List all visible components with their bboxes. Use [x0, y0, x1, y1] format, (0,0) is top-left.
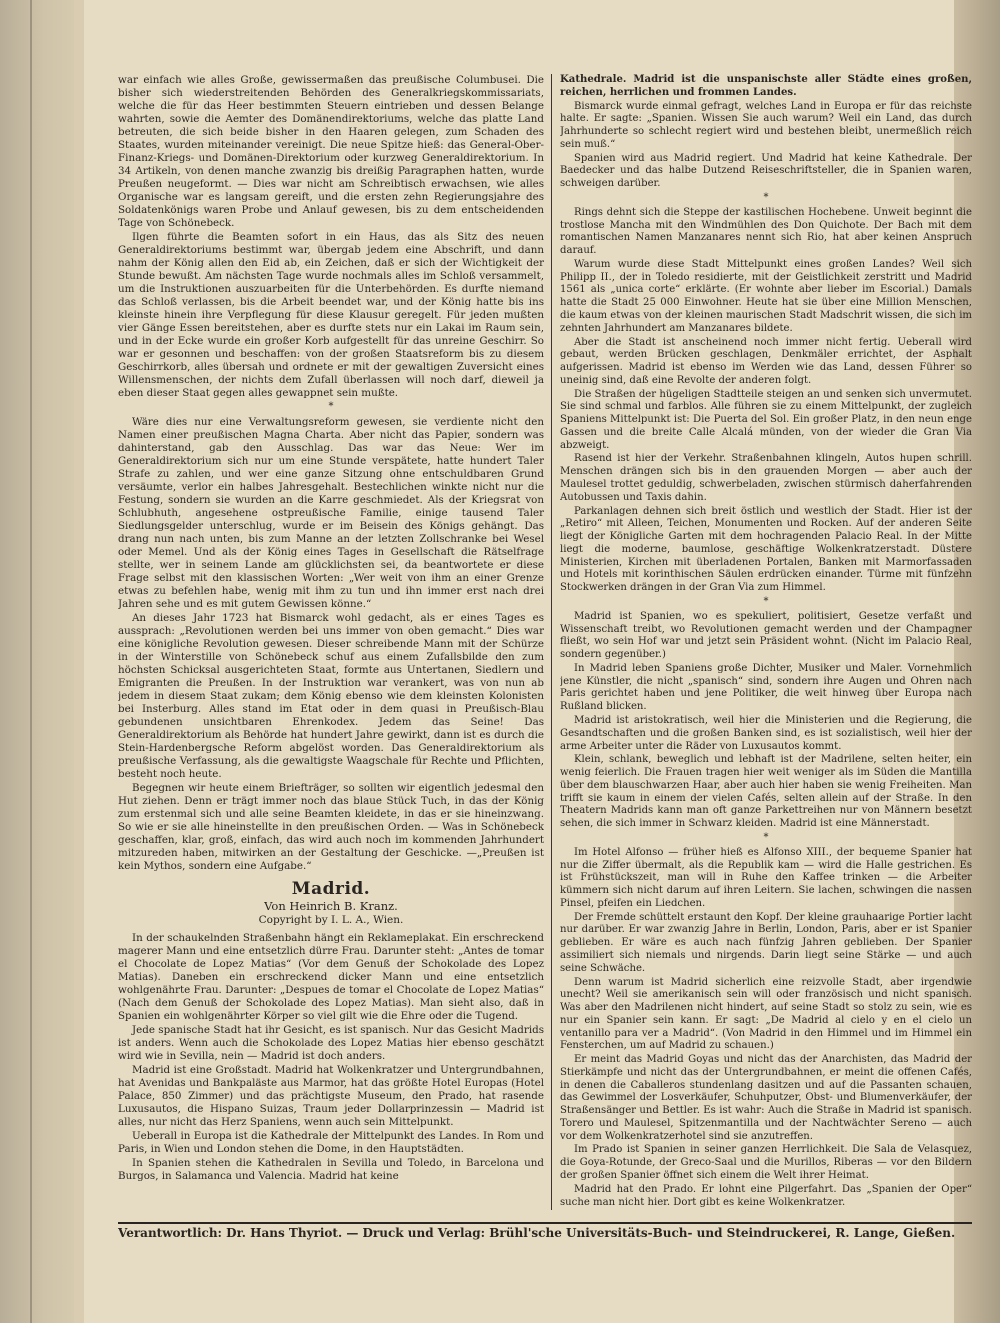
right-paragraph-19: Madrid hat den Prado. Er lohnt eine Pilgerfahrt. Das „Spanien der Oper“ suche man nicht hier. Dort gibt es keine Wolkenkratzer.	[560, 1183, 972, 1208]
left-paragraph-1: war einfach wie alles Große, gewissermaßen das preußische Columbusei. Die bisher sich wiederstreitenden Behörden des Generalkriegskommissariats, welche die für das Heer bestimmten Steuern eintrieben und dessen Belange wahrten, sowie die Aemter des Domänendirektoriums, welche das platte Land betreuten, die sich beide bisher in den Haaren gelegen, zum Schaden des Staates, wurden miteinander vereinigt. Die neue Spitze hieß: das General-Ober-Finanz-Kriegs- und Domänen-Direktorium oder kurzweg Generaldirektorium. In 34 Artikeln, von denen manche zwanzig bis dreißig Paragraphen hatten, wurde Preußen neugeformt. — Dies war nicht am Schreibtisch erwachsen, wie alles Organische war es langsam gereift, und die ersten zehn Regierungsjahre des Soldatenkönigs waren Probe und Anlauf gewesen, bis zu dem entscheidenden Tage von Schönebeck.	[118, 74, 544, 229]
right-column	[560, 74, 972, 1224]
right-paragraph-12: Madrid ist aristokratisch, weil hier die Ministerien und die Regierung, die Gesandtschaften und die großen Banken sind, es ist sozialistisch, weil hier der arme Arbeiter unter die Räder von Luxusautos kommt.	[560, 714, 972, 752]
left-paragraph-10: In Spanien stehen die Kathedralen in Sevilla und Toledo, in Barcelona und Burgos, in Salamanca und Valencia. Madrid hat keine	[118, 1157, 544, 1182]
left-paragraph-3: Wäre dies nur eine Verwaltungsreform gewesen, sie verdiente nicht den Namen einer preußischen Magna Charta. Aber nicht das Papier, sondern was dahinterstand, gab den Ausschlag. Das war das Neue: Wer im Generaldirektorium sich nur um eine Stunde verspätete, hatte hundert Taler Strafe zu zahlen, und wer eine ganze Sitzung ohne entschuldbaren Grund versäumte, verlor ein halbes Jahresgehalt. Bestechlichen winkte nicht nur die Festung, sondern sie wurden an die Karre geschmiedet. Als der Kriegsrat von Schlubhuth, angesehene ostpreußische Familie, einige tausend Taler Siedlungsgelder unterschlug, wurde er im Beisein des Königs gehängt. Das drang nun nach unten, bis zum Manne an der letzten Zollschranke bei Wesel oder Memel. Und als der König eines Tages in Gesellschaft die Rätselfrage stellte, wer in seinem Lande am glücklichsten sei, da beantwortete er diese Frage selbst mit den klassischen Worten: „Wer weit von ihm an einer Grenze etwas zu befehlen habe, wenig mit ihm zu tun und ihn immer erst nach drei Jahren sehe und es mit gutem Gewissen könne.“	[118, 416, 544, 610]
left-paragraph-5: Begegnen wir heute einem Briefträger, so sollten wir eigentlich jedesmal den Hut ziehen. Denn er trägt immer noch das blaue Stück Tuch, in das der König zum erstenmal sich und alle seine Beamten kleidete, in das er sie hineinzwang. So wie er sie alle hineinstellte in den preußischen Orden. — Was in Schönebeck geschaffen, klar, groß, einfach, das wird auch noch im kommenden Jahrhundert mitzureden haben, mitwirken an der Gestaltung der Geschicke. —„Preußen ist kein Mythos, sondern eine Aufgabe.“	[118, 782, 544, 872]
left-paragraph-8: Madrid ist eine Großstadt. Madrid hat Wolkenkratzer und Untergrundbahnen, hat Avenidas und Bankpaläste aus Marmor, hat das größte Hotel Europas (Hotel Palace, 850 Zimmer) und das prächtigste Museum, den Prado, hat rasende Luxusautos, die Hispano Suizas, Traum jeder Dollarprinzessin — Madrid ist alles, nur nicht das Herz Spaniens, wenn auch sein Mittelpunkt.	[118, 1064, 544, 1128]
imprint-footer: Verantwortlich: Dr. Hans Thyriot. — Druck und Verlag: Brühl'sche Universitäts-Buch- und Steindruckerei, R. Lange, Gießen.	[118, 1226, 956, 1240]
footer-rule	[118, 1222, 972, 1224]
book-binding	[0, 0, 74, 1323]
right-paragraph-7: Die Straßen der hügeligen Stadtteile steigen an und senken sich unvermutet. Sie sind schmal und farblos. Alle führen sie zu einem Mittelpunkt, der zugleich Spaniens Mittelpunkt ist: Die Puerta del Sol. Ein großer Platz, in den neun enge Gassen und die breite Calle Alcalá münden, von der wieder die Gran Via abzweigt.	[560, 388, 972, 451]
section-separator: *	[328, 401, 334, 412]
right-paragraph-17: Er meint das Madrid Goyas und nicht das der Anarchisten, das Madrid der Stierkämpfe und nicht das der Untergrundbahnen, er meint die offenen Cafés, in denen die Caballeros stundenlang dasitzen und auf die Passanten schauen, das Gewimmel der Losverkäufer, Schuhputzer, Obst- und Blumenverkäufer, der Straßensänger und Bettler. Es ist wahr: Auch die Straße in Madrid ist spanisch. Torero und Maulesel, Spitzenmantilla und der Nachtwächter Sereno — auch vor dem Wolkenkratzerhotel sind sie anzutreffen.	[560, 1054, 972, 1142]
right-paragraph-2: Bismarck wurde einmal gefragt, welches Land in Europa er für das reichste halte. Er sagte: „Spanien. Wissen Sie auch warum? Weil ein Land, das durch Jahrhunderte so schlecht regiert wird und bestehen bleibt, unermeßlich reich sein muß.“	[560, 100, 972, 150]
binding-fold-line	[30, 0, 32, 1323]
right-paragraph-1: Kathedrale. Madrid ist die unspanischste aller Städte eines großen, reichen, herrlichen und frommen Landes.	[560, 74, 972, 98]
right-paragraph-9: Parkanlagen dehnen sich breit östlich und westlich der Stadt. Hier ist der „Retiro“ mit Alleen, Teichen, Monumenten und Rocken. Auf der anderen Seite liegt der Königliche Garten mit dem hochragenden Palacio Real. In der Mitte liegt die moderne, baumlose, geschäftige Wolkenkratzerstadt. Düstere Ministerien, Kirchen mit überladenen Portalen, Banken mit Marmorfassaden und Hotels mit korinthischen Säulen erdrücken einander. Türme mit fünfzehn Stockwerken drängen in der Gran Via zum Himmel.	[560, 505, 972, 594]
left-column	[118, 74, 544, 1219]
right-paragraph-11: In Madrid leben Spaniens große Dichter, Musiker und Maler. Vornehmlich jene Künstler, die nicht „spanisch“ sind, sondern ihre Augen und Ohren nach Paris gerichtet haben und jene Politiker, die weit hinweg über Europa nach Rußland blicken.	[560, 662, 972, 713]
column-divider	[551, 74, 552, 1210]
right-paragraph-4: Rings dehnt sich die Steppe der kastilischen Hochebene. Unweit beginnt die trostlose Mancha mit den Windmühlen des Don Quichote. Der Bach mit dem romantischen Namen Manzanares nennt sich Rio, hat aber keinen Anspruch darauf.	[560, 206, 972, 257]
right-paragraph-10: Madrid ist Spanien, wo es spekuliert, politisiert, Gesetze verfaßt und Wissenschaft treibt, wo Revolutionen gemacht werden und der Champagner fließt, wo sein Hof war und jetzt sein Präsident wohnt. (Nicht im Palacio Real, sondern gegenüber.)	[560, 610, 972, 661]
left-paragraph-9: Ueberall in Europa ist die Kathedrale der Mittelpunkt des Landes. In Rom und Paris, in Wien und London stehen die Dome, in den Hauptstädten.	[118, 1130, 544, 1155]
right-paragraph-3: Spanien wird aus Madrid regiert. Und Madrid hat keine Kathedrale. Der Baedecker und das halbe Dutzend Reiseschriftsteller, die in Spanien waren, schweigen darüber.	[560, 152, 972, 190]
section-separator: *	[763, 595, 769, 607]
article-copyright: Copyright by I. L. A., Wien.	[258, 914, 404, 926]
right-paragraph-6: Aber die Stadt ist anscheinend noch immer nicht fertig. Ueberall wird gebaut, werden Brücken geschlagen, Denkmäler errichtet, der Asphalt aufgerissen. Madrid ist ebenso im Werden wie das Land, dessen Führer so uneinig sind, daß eine Revolte der anderen folgt.	[560, 336, 972, 386]
right-paragraph-13: Klein, schlank, beweglich und lebhaft ist der Madrilene, selten heiter, ein wenig feierlich. Die Frauen tragen hier weit weniger als im Süden die Mantilla über dem blauschwarzen Haar, aber auch hier haben sie wenig Freiheiten. Man trifft sie kaum in einem der vielen Cafés, selten allein auf der Straße. In den Theatern Madrids kann man oft ganze Parkettreihen nur von Männern besetzt sehen, die sich immer in Schwarz kleiden. Madrid ist eine Männerstadt.	[560, 754, 972, 830]
left-paragraph-4: An dieses Jahr 1723 hat Bismarck wohl gedacht, als er eines Tages es aussprach: „Revolutionen werden bei uns immer von oben gemacht.“ Dies war eine königliche Revolution gewesen. Dieser schreibende Mann mit der Schürze in der Winterstille von Schönebeck schuf aus einem Zufallsbilde den zum höchsten Schicksal ausgerichteten Staat, formte aus Untertanen, Siedlern und Emigranten die Preußen. In der Instruktion war verankert, was von nun ab jedem in diesem Staat zukam; dem König ebenso wie dem kleinsten Kolonisten bei Insterburg. Alles stand im Etat oder in dem quasi in Preußisch-Blau gebundenen unsichtbaren Ehrenkodex. Jedem das Seine! Das Generaldirektorium als Behörde hat hundert Jahre gewirkt, dann ist es durch die Stein-Hardenbergsche Reform abgelöst worden. Das Generaldirektorium als preußische Verfassung, als die gewaltigste Waagschale für Rechte und Pflichten, besteht noch heute.	[118, 612, 544, 780]
left-paragraph-6: In der schaukelnden Straßenbahn hängt ein Reklameplakat. Ein erschreckend magerer Mann und eine entsetzlich dürre Frau. Darunter steht: „Antes de tomar el Chocolate de Lopez Matias“ (Vor dem Genuß der Schokolade des Lopez Matias). Daneben ein erschreckend dicker Mann und eine entsetzlich wohlgenährte Frau. Darunter: „Despues de tomar el Chocolate de Lopez Matias“ (Nach dem Genuß der Schokolade des Lopez Matias). Man sieht also, daß in Spanien ein wohlgenährter Körper so viel gilt wie die Ehre oder die Tugend.	[118, 932, 544, 1022]
right-paragraph-14: Im Hotel Alfonso — früher hieß es Alfonso XIII., der bequeme Spanier hat nur die Ziffer übermalt, als die Republik kam — wird die Halle gestrichen. Es ist Frühstückszeit, man will in Ruhe den Kaffee trinken — die Arbeiter kümmern sich nicht darum auf ihren Leitern. Sie lachen, schwingen die nassen Pinsel, pfeifen ein Liedchen.	[560, 846, 972, 909]
right-paragraph-18: Im Prado ist Spanien in seiner ganzen Herrlichkeit. Die Sala de Velasquez, die Goya-Rotunde, der Greco-Saal und die Murillos, Riberas — vor den Bildern der großen Spanier öffnet sich einem die Welt ihrer Heimat.	[560, 1144, 972, 1182]
right-paragraph-15: Der Fremde schüttelt erstaunt den Kopf. Der kleine grauhaarige Portier lacht nur darüber. Er war zwanzig Jahre in Berlin, London, Paris, aber er ist Spanier geblieben. Er wäre es auch nach fünfzig Jahren geblieben. Der Spanier assimiliert sich niemals und nirgends. Darin liegt seine Stärke — und auch seine Schwäche.	[560, 911, 972, 974]
section-separator: *	[763, 831, 769, 843]
right-paragraph-8: Rasend ist hier der Verkehr. Straßenbahnen klingeln, Autos hupen schrill. Menschen drängen sich bis in den grauenden Morgen — aber auch der Maulesel trottet geduldig, schwerbeladen, zwischen stürmisch daherfahrenden Autobussen und Taxis dahin.	[560, 453, 972, 503]
left-paragraph-7: Jede spanische Stadt hat ihr Gesicht, es ist spanisch. Nur das Gesicht Madrids ist anders. Wenn auch die Schokolade des Lopez Matias hier ebenso geschätzt wird wie in Sevilla, nein — Madrid ist doch anders.	[118, 1024, 544, 1062]
article-byline: Von Heinrich B. Kranz.	[264, 899, 398, 913]
left-paragraph-2: Ilgen führte die Beamten sofort in ein Haus, das als Sitz des neuen Generaldirektoriums bestimmt war, übergab jedem eine Abschrift, und dann nahm der König allen den Eid ab, ein Zeichen, daß er sich der Wichtigkeit der Stunde bewußt. Am nächsten Tage wurde nochmals alles im Schloß versammelt, um die Instruktionen auszuarbeiten für die Unterbehörden. Es durfte niemand das Schloß verlassen, bis die Arbeit beendet war, und der König hatte bis ins kleinste hinein ihre Verpflegung für diese Klausur geregelt. Für jeden mußten vier Gänge Essen bereitstehen, aber es durfte stets nur ein Lakai im Raum sein, und in der Ecke wurde ein großer Korb aufgestellt für das unreine Geschirr. So war er gesonnen und beschaffen: von der großen Staatsreform bis zu diesem Geschirrkorb, alles übersah und ordnete er mit der gewaltigen Zuversicht eines Willensmenschen, der nichts dem Zufall überlassen will noch darf, dieweil ja eben dieser Staat gegen alles gewappnet sein mußte.	[118, 231, 544, 399]
section-separator: *	[763, 191, 769, 203]
article-title: Madrid.	[291, 879, 371, 899]
right-paragraph-5: Warum wurde diese Stadt Mittelpunkt eines großen Landes? Weil sich Philipp II., der in Toledo residierte, mit der Geistlichkeit zerstritt und Madrid 1561 als „unica corte“ erklärte. (Er wohnte aber lieber im Escorial.) Damals hatte die Stadt 25 000 Einwohner. Heute hat sie über eine Million Menschen, die kaum etwas von der kleinen maurischen Stadt Madschrit wissen, die sich im zehnten Jahrhundert am Manzanares bildete.	[560, 258, 972, 334]
right-paragraph-16: Denn warum ist Madrid sicherlich eine reizvolle Stadt, aber irgendwie unecht? Weil sie amerikanisch sein will oder französisch und nicht spanisch. Was aber den Madrilenen nicht hindert, auf seine Stadt so stolz zu sein, wie es nur ein Spanier sein kann. Er sagt: „De Madrid al cielo y en el cielo un ventanillo para ver a Madrid“. (Von Madrid in den Himmel und im Himmel ein Fensterchen, um auf Madrid zu schauen.)	[560, 976, 972, 1052]
